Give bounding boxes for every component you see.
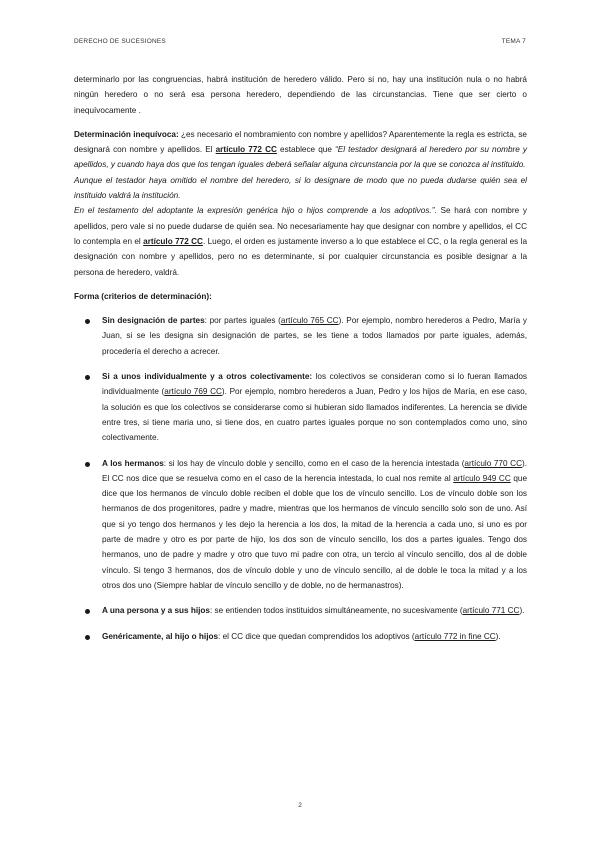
- list-item: A una persona y a sus hijos: se entienden todos instituidos simultáneamente, no sucesivamente (artículo 771 CC).: [74, 603, 527, 618]
- page-header: [74, 38, 526, 50]
- bullet-icon: [85, 635, 90, 640]
- page-number: 2: [298, 802, 302, 809]
- section-heading: Forma (criterios de determinación):: [74, 291, 212, 301]
- item-label: A los hermanos: [102, 458, 164, 468]
- bullet-icon: [85, 319, 90, 324]
- determinacion-paragraph: Determinación inequívoca: ¿es necesario el nombramiento con nombre y apellidos? Aparentemente la regla es estricta, se designará con nombre y apellidos. El artículo 772 CC establece que “El testador designará al heredero por su nombre y apellidos, y cuando haya dos que los tengan iguales deberá señalar alguna circunstancia por la que se conozca al instituido. Aunque el testador haya omitido el nombre del heredero, si lo designare de modo que no pueda dudarse quién sea el instituido valdrá la institución. En el testamento del adoptante la expresión genérica hijo o hijos comprende a los adoptivos.”. Se hará con nombre y apellidos, pero vale si no puede dudarse de quién sea. No necesariamente hay que designar con nombre y apellidos, el CC lo contempla en el artículo 772 CC. Luego, el orden es justamente inverso a lo que establece el CC, o la regla general es la designación con nombre y apellidos, pero no es determinante, si por cualquier circunstancia es posible designar a la persona de heredero, valdrá.: [74, 129, 528, 277]
- article-reference: artículo 770 CC: [464, 458, 522, 468]
- header-topic: TEMA 7: [501, 38, 526, 45]
- article-reference: artículo 772 CC: [143, 236, 203, 246]
- item-label: Genéricamente, al hijo o hijos: [102, 631, 219, 641]
- legal-quote: En el testamento del adoptante la expresión genérica hijo o hijos comprende a los adoptivos.”: [74, 206, 435, 216]
- intro-paragraph: determinarlo por las congruencias, habrá institución de heredero válido. Pero si no, hay una institución nula o no habrá ningún heredero o no será esa persona heredero, dependiendo de las circunstancias. Tiene que ser cierto o inequívocamente .: [74, 75, 527, 115]
- document-body: [74, 72, 527, 654]
- term-label: Determinación inequívoca:: [74, 129, 179, 139]
- legal-quote: Aunque el testador haya omitido el nombre del heredero, si lo designare de modo que no pueda dudarse quién sea el instituido valdrá la institución.: [74, 175, 527, 201]
- header-subject: DERECHO DE SUCESIONES: [74, 38, 166, 45]
- list-item: Genéricamente, al hijo o hijos: el CC dice que quedan comprendidos los adoptivos (artículo 772 in fine CC).: [74, 629, 527, 644]
- item-label: Si a unos individualmente y a otros colectivamente:: [102, 372, 313, 382]
- bullet-icon: [85, 462, 90, 467]
- bullet-icon: [85, 609, 90, 614]
- legal-quote: “El testador designará al heredero por su nombre y apellidos, y cuando haya dos que los tengan iguales deberá señalar alguna circunstancia por la que se conozca al instituido.: [74, 145, 527, 170]
- list-item: A los hermanos: si los hay de vínculo doble y sencillo, como en el caso de la herencia intestada (artículo 770 CC). El CC nos dice que se resuelva como en el caso de la herencia intestada, lo cual nos remite al artículo 949 CC que dice que los hermanos de vínculo doble reciben el doble que los de vínculo sencillo. Los de vínculo doble son los hermanos de dos progenitores, padre y madre, mientras que los hermanos de vínculo sencillo solo son de uno. Así que si yo tengo dos hermanos y les dejo la herencia a los dos, la mitad de la herencia a cada uno, si uno es por parte de madre y otro es por parte de hijo, los dos son de vínculo sencillo, los dos a partes iguales. Tengo dos hermanos, uno de padre y madre y otro que tuvo mi padre con otra, un tercio al vínculo sencillo, dos al de doble vínculo. Si tengo 3 hermanos, dos de vínculo doble y uno de vínculo sencillo, al de doble le toca la mitad y a los otros dos uno (Siempre hablar de vínculo sencillo y de doble, no de hermanastros).: [74, 456, 527, 594]
- item-label: A una persona y a sus hijos: [102, 606, 210, 616]
- item-label: Sin designación de partes: [102, 316, 205, 326]
- article-reference: artículo 772 CC: [215, 145, 277, 155]
- article-reference: artículo 949 CC: [453, 473, 511, 483]
- bullet-icon: [85, 375, 90, 380]
- list-item: Sin designación de partes: por partes iguales (artículo 765 CC). Por ejemplo, nombro herederos a Pedro, María y Juan, si se les designa sin designación de partes, se les tiene a todos llamados por parte iguales, además, procedería el derecho a acrecer.: [74, 313, 527, 359]
- article-reference: artículo 772 in fine CC: [414, 631, 496, 641]
- list-item: Si a unos individualmente y a otros colectivamente: los colectivos se consideran como si lo fueran llamados individualmente (artículo 769 CC). Por ejemplo, nombro herederos a Juan, Pedro y los hijos de María, en ese caso, la solución es que los colectivos se considerarse como si hubieran sido llamados indiferentes. La herencia se divide entre tres, si tiene maria uno, si tiene dos, en cuatro partes iguales porque no son contemplados como uno, sino colectivamente.: [74, 369, 527, 445]
- article-reference: artículo 769 CC: [164, 387, 222, 397]
- article-reference: artículo 765 CC: [280, 316, 339, 326]
- article-reference: artículo 771 CC: [462, 606, 520, 616]
- criteria-list: [74, 313, 527, 644]
